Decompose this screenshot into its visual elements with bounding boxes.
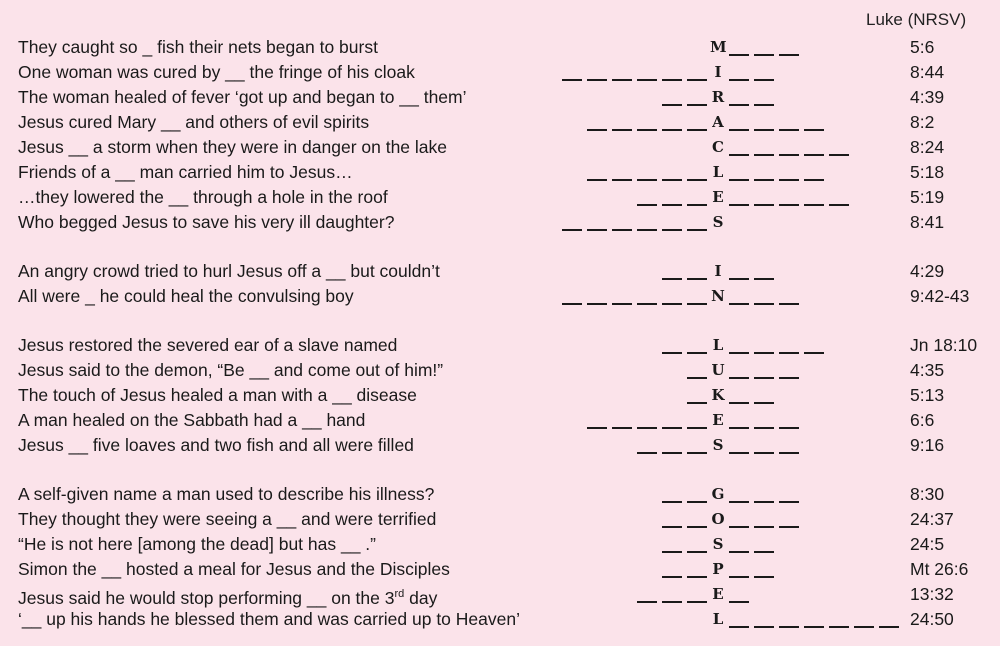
- letter-blank[interactable]: [729, 626, 749, 628]
- letter-blank[interactable]: [729, 104, 749, 106]
- letter-blank[interactable]: [729, 129, 749, 131]
- letter-blank[interactable]: [687, 278, 707, 280]
- answer-blanks-before[interactable]: [557, 61, 707, 83]
- letter-blank[interactable]: [729, 551, 749, 553]
- letter-blank[interactable]: [612, 303, 632, 305]
- letter-blank[interactable]: [779, 526, 799, 528]
- acrostic-letter: S: [712, 213, 724, 231]
- letter-blank[interactable]: [729, 501, 749, 503]
- acrostic-letter: M: [710, 38, 727, 56]
- letter-blank[interactable]: [687, 303, 707, 305]
- answer-blanks-before[interactable]: [557, 285, 707, 307]
- acrostic-letter: U: [711, 361, 725, 379]
- letter-blank[interactable]: [687, 576, 707, 578]
- letter-blank[interactable]: [662, 427, 682, 429]
- scripture-reference: 6:6: [910, 410, 935, 430]
- letter-blank[interactable]: [729, 303, 749, 305]
- clue-row: [0, 583, 1000, 608]
- letter-blank[interactable]: [687, 129, 707, 131]
- acrostic-letter: N: [711, 287, 725, 305]
- letter-blank[interactable]: [729, 79, 749, 81]
- letter-blank[interactable]: [662, 104, 682, 106]
- clue-row: [0, 61, 1000, 86]
- answer-blanks-before[interactable]: [632, 583, 707, 605]
- clue-row: [0, 285, 1000, 310]
- answer-blanks-before[interactable]: [657, 86, 707, 108]
- letter-blank[interactable]: [662, 79, 682, 81]
- clue-text: They thought they were seeing a __ and were terrified: [18, 509, 437, 529]
- letter-blank[interactable]: [612, 179, 632, 181]
- letter-blank[interactable]: [687, 377, 707, 379]
- letter-blank[interactable]: [754, 352, 774, 354]
- letter-blank[interactable]: [754, 278, 774, 280]
- clue-text: Jesus restored the severed ear of a slave named: [18, 335, 398, 355]
- letter-blank[interactable]: [687, 452, 707, 454]
- answer-blanks-after[interactable]: [724, 409, 799, 431]
- letter-blank[interactable]: [687, 501, 707, 503]
- clue-group: [0, 36, 1000, 236]
- scripture-reference: 4:35: [910, 360, 945, 380]
- letter-blank[interactable]: [729, 576, 749, 578]
- letter-blank[interactable]: [879, 626, 899, 628]
- scripture-reference: 5:18: [910, 162, 945, 182]
- scripture-reference: 5:13: [910, 385, 945, 405]
- answer-blanks-after[interactable]: [724, 186, 849, 208]
- letter-blank[interactable]: [637, 204, 657, 206]
- letter-blank[interactable]: [637, 427, 657, 429]
- group-spacer: [0, 459, 1000, 483]
- clue-row: [0, 111, 1000, 136]
- letter-blank[interactable]: [587, 79, 607, 81]
- letter-blank[interactable]: [754, 129, 774, 131]
- scripture-reference: 9:16: [910, 435, 945, 455]
- letter-blank[interactable]: [754, 576, 774, 578]
- letter-blank[interactable]: [754, 402, 774, 404]
- letter-blank[interactable]: [779, 179, 799, 181]
- acrostic-letter: C: [712, 138, 724, 156]
- letter-blank[interactable]: [779, 54, 799, 56]
- letter-blank[interactable]: [687, 402, 707, 404]
- letter-blank[interactable]: [612, 79, 632, 81]
- letter-blank[interactable]: [829, 626, 849, 628]
- answer-blanks-after[interactable]: [724, 583, 749, 605]
- clue-text: The woman healed of fever ‘got up and began to __ them’: [18, 87, 467, 107]
- answer-blanks-after[interactable]: [724, 61, 774, 83]
- letter-blank[interactable]: [779, 626, 799, 628]
- letter-blank[interactable]: [687, 104, 707, 106]
- clue-row: [0, 508, 1000, 533]
- letter-blank[interactable]: [729, 402, 749, 404]
- answer-blanks-after[interactable]: [724, 508, 799, 530]
- clue-text: One woman was cured by __ the fringe of his cloak: [18, 62, 415, 82]
- letter-blank[interactable]: [779, 501, 799, 503]
- letter-blank[interactable]: [687, 352, 707, 354]
- letter-blank[interactable]: [754, 551, 774, 553]
- letter-blank[interactable]: [754, 452, 774, 454]
- scripture-reference: 5:6: [910, 37, 935, 57]
- clue-row: [0, 558, 1000, 583]
- clue-text: Simon the __ hosted a meal for Jesus and the Disciples: [18, 559, 450, 579]
- letter-blank[interactable]: [829, 154, 849, 156]
- clue-text: Jesus __ a storm when they were in danger on the lake: [18, 137, 447, 157]
- answer-blanks-after[interactable]: [724, 483, 799, 505]
- answer-blanks-after[interactable]: [724, 434, 799, 456]
- letter-blank[interactable]: [779, 154, 799, 156]
- letter-blank[interactable]: [662, 179, 682, 181]
- answer-blanks-before[interactable]: [632, 434, 707, 456]
- letter-blank[interactable]: [779, 427, 799, 429]
- clue-text: A self-given name a man used to describe his illness?: [18, 484, 435, 504]
- letter-blank[interactable]: [662, 452, 682, 454]
- acrostic-letter: R: [711, 88, 725, 106]
- letter-blank[interactable]: [779, 303, 799, 305]
- clue-text: “He is not here [among the dead] but has __ .”: [18, 534, 376, 554]
- clue-row: [0, 359, 1000, 384]
- letter-blank[interactable]: [637, 79, 657, 81]
- letter-blank[interactable]: [754, 179, 774, 181]
- letter-blank[interactable]: [562, 303, 582, 305]
- scripture-reference: 4:29: [910, 261, 945, 281]
- answer-blanks-before[interactable]: [657, 533, 707, 555]
- letter-blank[interactable]: [612, 129, 632, 131]
- letter-blank[interactable]: [587, 427, 607, 429]
- acrostic-letter: G: [711, 485, 725, 503]
- answer-blanks-after[interactable]: [724, 384, 774, 406]
- letter-blank[interactable]: [587, 129, 607, 131]
- clue-row: [0, 186, 1000, 211]
- scripture-reference: 8:24: [910, 137, 945, 157]
- scripture-reference: 9:42-43: [910, 286, 970, 306]
- letter-blank[interactable]: [687, 229, 707, 231]
- clue-group: [0, 483, 1000, 633]
- letter-blank[interactable]: [779, 204, 799, 206]
- group-spacer: [0, 236, 1000, 260]
- letter-blank[interactable]: [687, 427, 707, 429]
- clue-text: Who begged Jesus to save his very ill daughter?: [18, 212, 395, 232]
- acrostic-puzzle: [0, 36, 1000, 633]
- letter-blank[interactable]: [804, 129, 824, 131]
- clue-row: [0, 608, 1000, 633]
- letter-blank[interactable]: [612, 427, 632, 429]
- letter-blank[interactable]: [779, 377, 799, 379]
- letter-blank[interactable]: [729, 154, 749, 156]
- letter-blank[interactable]: [662, 204, 682, 206]
- letter-blank[interactable]: [662, 278, 682, 280]
- clue-row: [0, 136, 1000, 161]
- letter-blank[interactable]: [562, 79, 582, 81]
- letter-blank[interactable]: [637, 179, 657, 181]
- clue-text: …they lowered the __ through a hole in the roof: [18, 187, 388, 207]
- letter-blank[interactable]: [729, 54, 749, 56]
- scripture-reference: 24:37: [910, 509, 954, 529]
- letter-blank[interactable]: [687, 526, 707, 528]
- letter-blank[interactable]: [754, 204, 774, 206]
- acrostic-letter: E: [712, 411, 724, 429]
- clue-row: [0, 533, 1000, 558]
- letter-blank[interactable]: [804, 352, 824, 354]
- letter-blank[interactable]: [637, 303, 657, 305]
- answer-blanks-before[interactable]: [657, 260, 707, 282]
- clue-row: [0, 434, 1000, 459]
- clue-text: Jesus said he would stop performing __ on the 3rd day: [18, 587, 438, 608]
- acrostic-letter: P: [712, 560, 724, 578]
- letter-blank[interactable]: [662, 352, 682, 354]
- letter-blank[interactable]: [687, 204, 707, 206]
- clue-text: Friends of a __ man carried him to Jesus…: [18, 162, 353, 182]
- letter-blank[interactable]: [729, 278, 749, 280]
- letter-blank[interactable]: [612, 229, 632, 231]
- group-spacer: [0, 310, 1000, 334]
- letter-blank[interactable]: [587, 303, 607, 305]
- answer-blanks-after[interactable]: [724, 36, 799, 58]
- acrostic-letter: E: [712, 585, 724, 603]
- letter-blank[interactable]: [779, 352, 799, 354]
- letter-blank[interactable]: [637, 452, 657, 454]
- letter-blank[interactable]: [687, 601, 707, 603]
- answer-blanks-after[interactable]: [724, 359, 799, 381]
- answer-blanks-after[interactable]: [724, 608, 899, 630]
- answer-blanks-after[interactable]: [724, 533, 774, 555]
- letter-blank[interactable]: [754, 427, 774, 429]
- clue-row: [0, 483, 1000, 508]
- acrostic-letter: K: [711, 386, 725, 404]
- acrostic-letter: L: [712, 336, 724, 354]
- letter-blank[interactable]: [729, 377, 749, 379]
- letter-blank[interactable]: [754, 79, 774, 81]
- clue-text: The touch of Jesus healed a man with a __ disease: [18, 385, 417, 405]
- letter-blank[interactable]: [829, 204, 849, 206]
- answer-blanks-before[interactable]: [632, 186, 707, 208]
- scripture-reference: 8:41: [910, 212, 945, 232]
- letter-blank[interactable]: [729, 352, 749, 354]
- letter-blank[interactable]: [804, 179, 824, 181]
- clue-row: [0, 334, 1000, 359]
- scripture-reference: 5:19: [910, 187, 945, 207]
- clue-text: Jesus __ five loaves and two fish and all were filled: [18, 435, 414, 455]
- answer-blanks-before[interactable]: [682, 359, 707, 381]
- letter-blank[interactable]: [804, 204, 824, 206]
- letter-blank[interactable]: [754, 54, 774, 56]
- letter-blank[interactable]: [687, 79, 707, 81]
- letter-blank[interactable]: [804, 626, 824, 628]
- acrostic-letter: L: [712, 163, 724, 181]
- scripture-reference: Jn 18:10: [910, 335, 978, 355]
- clue-text: They caught so _ fish their nets began to burst: [18, 37, 378, 57]
- answer-blanks-before[interactable]: [657, 483, 707, 505]
- letter-blank[interactable]: [729, 427, 749, 429]
- letter-blank[interactable]: [662, 129, 682, 131]
- letter-blank[interactable]: [687, 551, 707, 553]
- scripture-reference: 13:32: [910, 584, 954, 604]
- letter-blank[interactable]: [754, 626, 774, 628]
- letter-blank[interactable]: [637, 129, 657, 131]
- clue-row: [0, 211, 1000, 236]
- letter-blank[interactable]: [754, 303, 774, 305]
- clue-group: [0, 260, 1000, 310]
- letter-blank[interactable]: [662, 303, 682, 305]
- letter-blank[interactable]: [662, 551, 682, 553]
- letter-blank[interactable]: [729, 452, 749, 454]
- acrostic-letter: S: [712, 535, 724, 553]
- letter-blank[interactable]: [779, 452, 799, 454]
- answer-blanks-after[interactable]: [724, 334, 824, 356]
- letter-blank[interactable]: [754, 377, 774, 379]
- letter-blank[interactable]: [754, 501, 774, 503]
- acrostic-letter: A: [712, 113, 724, 131]
- letter-blank[interactable]: [637, 229, 657, 231]
- letter-blank[interactable]: [729, 179, 749, 181]
- acrostic-letter: L: [712, 610, 724, 628]
- answer-blanks-after[interactable]: [724, 558, 774, 580]
- acrostic-letter: I: [714, 262, 722, 280]
- answer-blanks-before[interactable]: [682, 384, 707, 406]
- letter-blank[interactable]: [687, 179, 707, 181]
- answer-blanks-before[interactable]: [582, 111, 707, 133]
- letter-blank[interactable]: [729, 526, 749, 528]
- answer-blanks-before[interactable]: [657, 334, 707, 356]
- scripture-reference: 24:5: [910, 534, 945, 554]
- letter-blank[interactable]: [804, 154, 824, 156]
- letter-blank[interactable]: [779, 129, 799, 131]
- answer-blanks-before[interactable]: [657, 508, 707, 530]
- letter-blank[interactable]: [662, 576, 682, 578]
- answer-blanks-after[interactable]: [724, 136, 849, 158]
- clue-row: [0, 36, 1000, 61]
- clue-group: [0, 334, 1000, 459]
- letter-blank[interactable]: [754, 154, 774, 156]
- clue-text: Jesus cured Mary __ and others of evil spirits: [18, 112, 370, 132]
- answer-blanks-after[interactable]: [724, 161, 824, 183]
- clue-row: [0, 384, 1000, 409]
- clue-text: ‘__ up his hands he blessed them and was carried up to Heaven’: [18, 609, 520, 629]
- clue-row: [0, 86, 1000, 111]
- letter-blank[interactable]: [754, 526, 774, 528]
- letter-blank[interactable]: [729, 601, 749, 603]
- clue-row: [0, 161, 1000, 186]
- scripture-reference: 8:2: [910, 112, 935, 132]
- answer-blanks-after[interactable]: [724, 86, 774, 108]
- page-header: Luke (NRSV): [866, 10, 967, 29]
- clue-row: [0, 409, 1000, 434]
- answer-blanks-before[interactable]: [582, 161, 707, 183]
- letter-blank[interactable]: [637, 601, 657, 603]
- answer-blanks-before[interactable]: [657, 558, 707, 580]
- letter-blank[interactable]: [562, 229, 582, 231]
- letter-blank[interactable]: [729, 204, 749, 206]
- clue-text: An angry crowd tried to hurl Jesus off a __ but couldn’t: [18, 261, 440, 281]
- answer-blanks-after[interactable]: [724, 111, 824, 133]
- letter-blank[interactable]: [587, 229, 607, 231]
- clue-text: A man healed on the Sabbath had a __ hand: [18, 410, 366, 430]
- clue-row: [0, 260, 1000, 285]
- answer-blanks-before[interactable]: [557, 211, 707, 233]
- answer-blanks-before[interactable]: [582, 409, 707, 431]
- acrostic-letter: E: [712, 188, 724, 206]
- answer-blanks-after[interactable]: [724, 285, 799, 307]
- clue-text: All were _ he could heal the convulsing boy: [18, 286, 354, 306]
- letter-blank[interactable]: [662, 601, 682, 603]
- answer-blanks-after[interactable]: [724, 260, 774, 282]
- scripture-reference: 4:39: [910, 87, 945, 107]
- scripture-reference: Mt 26:6: [910, 559, 969, 579]
- letter-blank[interactable]: [662, 526, 682, 528]
- scripture-reference: 8:30: [910, 484, 945, 504]
- clue-text: Jesus said to the demon, “Be __ and come out of him!”: [18, 360, 444, 380]
- acrostic-letter: I: [714, 63, 722, 81]
- letter-blank[interactable]: [662, 229, 682, 231]
- letter-blank[interactable]: [854, 626, 874, 628]
- scripture-reference: 24:50: [910, 609, 954, 629]
- acrostic-letter: O: [711, 510, 725, 528]
- acrostic-letter: S: [712, 436, 724, 454]
- letter-blank[interactable]: [754, 104, 774, 106]
- scripture-reference: 8:44: [910, 62, 945, 82]
- letter-blank[interactable]: [587, 179, 607, 181]
- letter-blank[interactable]: [662, 501, 682, 503]
